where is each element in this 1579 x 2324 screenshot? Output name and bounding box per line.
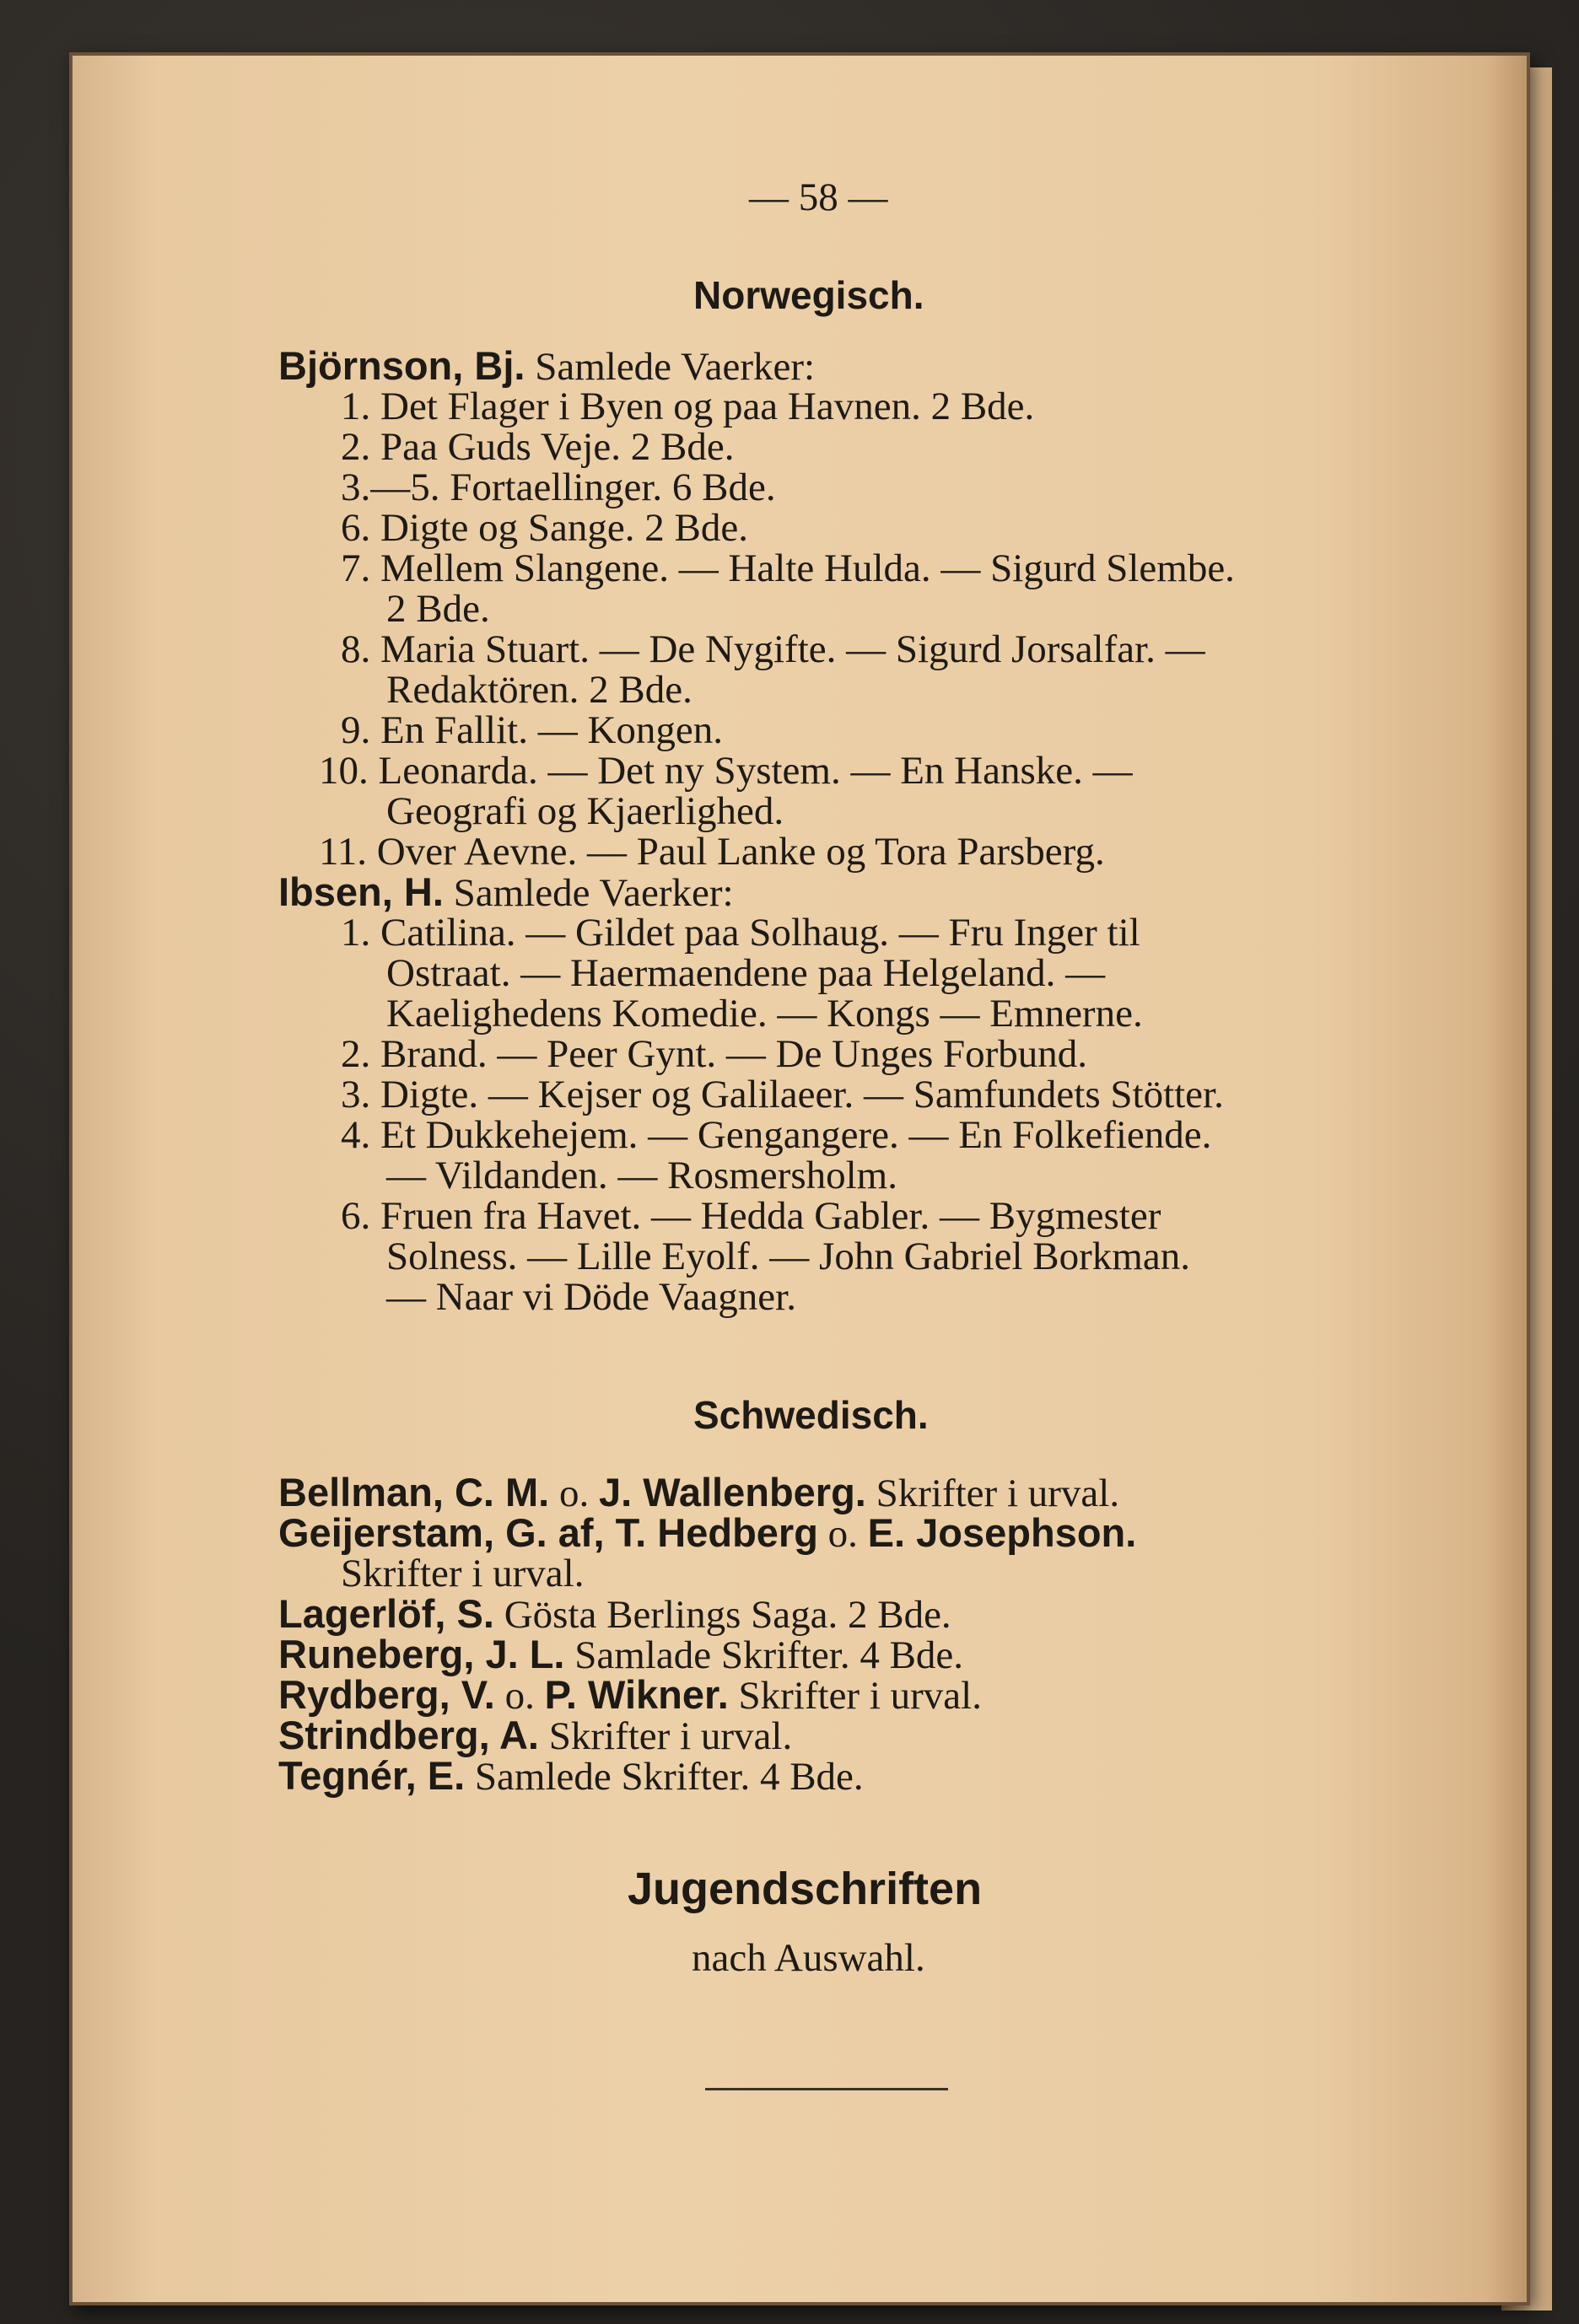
author-name: Rydberg, V. <box>278 1672 495 1717</box>
author-name: E. Josephson. <box>867 1510 1137 1555</box>
author-name: Bellman, C. M. <box>278 1470 550 1514</box>
list-item-continuation <box>341 1552 584 1595</box>
author-name: Runeberg, J. L. <box>278 1632 565 1676</box>
list-item: 6. Fruen fra Havet. — Hedda Gabler. — Bygmester <box>341 1194 1161 1238</box>
list-item-continuation: Solness. — Lille Eyolf. — John Gabriel Borkman. <box>386 1235 1190 1278</box>
list-item <box>278 1511 1136 1556</box>
author-entry-bjoernson <box>278 344 815 389</box>
series-title: Samlede Vaerker: <box>535 345 816 389</box>
page-number: — 58 — <box>749 175 888 219</box>
list-item: 3.—5. Fortaellinger. 6 Bde. <box>341 465 776 509</box>
section-subtitle: nach Auswahl. <box>692 1936 925 1980</box>
list-item-continuation: Kaelighedens Komedie. — Kongs — Emnerne. <box>386 992 1143 1036</box>
author-name: Strindberg, A. <box>278 1713 539 1757</box>
list-item: 6. Digte og Sange. 2 Bde. <box>341 506 748 550</box>
work-title: Samlade Skrifter. 4 Bde. <box>574 1633 964 1677</box>
section-heading-norwegisch: Norwegisch. <box>693 273 924 317</box>
list-item <box>278 1673 982 1718</box>
list-item-continuation: Ostraat. — Haermaendene paa Helgeland. — <box>386 951 1106 995</box>
work-title: Skrifter i urval. <box>738 1674 982 1718</box>
section-heading-schwedisch: Schwedisch. <box>693 1393 929 1437</box>
author-name: Björnson, Bj. <box>278 343 525 388</box>
work-title: Skrifter i urval. <box>876 1471 1120 1515</box>
list-item: 10. Leonarda. — Det ny System. — En Hanske. — <box>319 749 1133 793</box>
conjunction: o. <box>558 1471 590 1515</box>
list-item: 2. Brand. — Peer Gynt. — De Unges Forbund. <box>341 1032 1088 1076</box>
list-item: 4. Et Dukkehejem. — Gengangere. — En Folkefiende. <box>341 1113 1212 1157</box>
list-item-continuation: — Naar vi Döde Vaagner. <box>386 1275 796 1319</box>
author-name: J. Wallenberg. <box>598 1470 866 1514</box>
author-name: Tegnér, E. <box>278 1753 466 1798</box>
author-name: Geijerstam, G. af, T. Hedberg <box>278 1510 818 1555</box>
list-item-continuation: — Vildanden. — Rosmersholm. <box>386 1154 897 1197</box>
list-item <box>278 1754 864 1799</box>
list-item: 1. Det Flager i Byen og paa Havnen. 2 Bde. <box>341 385 1035 428</box>
list-item <box>278 1713 792 1758</box>
list-item-continuation: 2 Bde. <box>386 587 490 631</box>
list-item-continuation: Redaktören. 2 Bde. <box>386 668 692 712</box>
list-item: 11. Over Aevne. — Paul Lanke og Tora Parsberg. <box>319 830 1105 874</box>
work-title: Skrifter i urval. <box>548 1714 793 1758</box>
list-item: 8. Maria Stuart. — De Nygifte. — Sigurd Jorsalfar. — <box>341 627 1205 671</box>
author-name: Lagerlöf, S. <box>278 1591 494 1636</box>
list-item: 9. En Fallit. — Kongen. <box>341 708 723 752</box>
conjunction: o. <box>827 1512 858 1556</box>
list-item <box>278 1471 1119 1515</box>
work-title: Gösta Berlings Saga. 2 Bde. <box>504 1593 951 1637</box>
work-title: Skrifter i urval. <box>341 1552 585 1595</box>
conjunction: o. <box>504 1674 535 1718</box>
list-item-continuation: Geografi og Kjaerlighed. <box>386 789 784 833</box>
work-title: Samlede Skrifter. 4 Bde. <box>474 1755 864 1799</box>
author-name: Ibsen, H. <box>278 869 444 914</box>
list-item: 3. Digte. — Kejser og Galilaeer. — Samfundets Stötter. <box>341 1073 1224 1116</box>
list-item <box>278 1592 951 1637</box>
list-item <box>278 1633 963 1677</box>
list-item: 1. Catilina. — Gildet paa Solhaug. — Fru Inger til <box>341 911 1140 955</box>
list-item: 2. Paa Guds Veje. 2 Bde. <box>341 425 735 469</box>
list-item: 7. Mellem Slangene. — Halte Hulda. — Sigurd Slembe. <box>341 546 1235 590</box>
divider <box>705 2088 948 2090</box>
section-heading-jugendschriften: Jugendschriften <box>628 1864 983 1914</box>
author-entry-ibsen <box>278 870 734 915</box>
author-name: P. Wikner. <box>544 1672 729 1717</box>
series-title: Samlede Vaerker: <box>453 871 734 915</box>
